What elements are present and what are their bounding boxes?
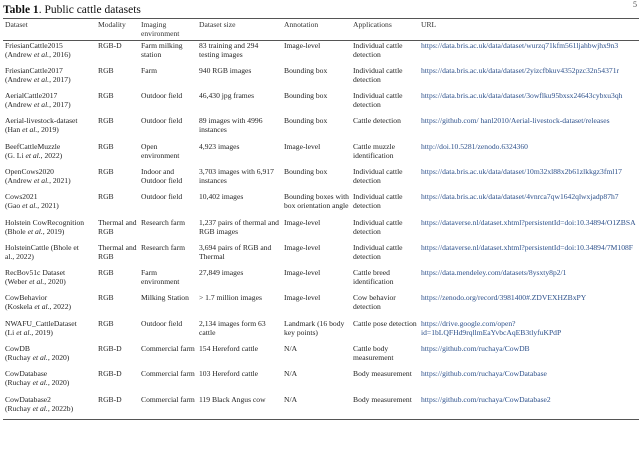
environment-value: Farm environment	[141, 268, 180, 287]
environment-value: Research farm	[141, 242, 186, 252]
modality-cell	[96, 116, 139, 141]
annotation-value: Image-level	[284, 268, 321, 278]
dataset-url-link[interactable]: https://dataverse.nl/dataset.xhtml?persistentId=doi:10.34894/7M108F	[421, 242, 634, 252]
header-applications: Applications	[353, 20, 392, 29]
dataset-url-link[interactable]: https://github.com/ruchaya/CowDatabase2	[421, 394, 551, 404]
size-cell	[197, 344, 282, 369]
url-cell[interactable]	[419, 167, 639, 192]
size-value: 46,430 jpg frames	[199, 91, 255, 101]
dataset-name: RecBov51c Dataset	[5, 268, 66, 278]
modality-cell	[96, 243, 139, 268]
modality-value: RGB	[98, 318, 114, 328]
table-row	[3, 192, 639, 217]
modality-value: RGB-D	[98, 344, 122, 354]
application-value: Cattle detection	[353, 116, 401, 126]
application-value: Individual cattle detection	[353, 91, 403, 110]
modality-cell	[96, 319, 139, 344]
modality-value: RGB	[98, 192, 114, 202]
dataset-name: NWAFU_CattleDataset	[5, 318, 77, 328]
environment-value: Research farm	[141, 217, 186, 227]
table-row	[3, 66, 639, 91]
size-value: 4,923 images	[199, 141, 240, 151]
table-row	[3, 218, 639, 243]
annotation-cell	[282, 395, 351, 420]
dataset-authors: (Weber et al., 2020)	[5, 277, 66, 287]
table-row	[3, 167, 639, 192]
dataset-name: OpenCows2020	[5, 166, 54, 176]
annotation-value: Image-level	[284, 293, 321, 303]
application-cell	[351, 268, 419, 293]
application-cell	[351, 369, 419, 394]
modality-value: RGB-D	[98, 394, 122, 404]
application-cell	[351, 167, 419, 192]
url-cell[interactable]	[419, 293, 639, 318]
application-value: Individual cattle detection	[353, 166, 403, 185]
annotation-value: N/A	[284, 344, 298, 354]
table-row	[3, 243, 639, 268]
size-cell	[197, 91, 282, 116]
modality-value: RGB	[98, 116, 114, 126]
size-cell	[197, 369, 282, 394]
application-value: Cattle muzzle identification	[353, 141, 395, 160]
application-cell	[351, 395, 419, 420]
size-cell	[197, 167, 282, 192]
modality-cell	[96, 293, 139, 318]
dataset-name: Holstein CowRecognition	[5, 217, 85, 227]
dataset-name: CowBehavior	[5, 293, 48, 303]
annotation-cell	[282, 268, 351, 293]
modality-value: RGB	[98, 268, 114, 278]
environment-cell	[139, 243, 197, 268]
url-cell[interactable]	[419, 268, 639, 293]
url-cell[interactable]	[419, 66, 639, 91]
dataset-authors: (Bhole et al., 2019)	[5, 226, 65, 236]
size-value: 103 Hereford cattle	[199, 369, 259, 379]
environment-cell	[139, 293, 197, 318]
table-row	[3, 319, 639, 344]
modality-value: Thermal and RGB	[98, 217, 137, 236]
annotation-value: Bounding box	[284, 116, 328, 126]
dataset-authors: (Andrew et al., 2017)	[5, 74, 71, 84]
environment-cell	[139, 91, 197, 116]
modality-value: RGB-D	[98, 41, 122, 50]
dataset-cell	[3, 116, 96, 141]
dataset-url-link[interactable]: https://github.com/ruchaya/CowDatabase	[421, 369, 547, 379]
table-row	[3, 91, 639, 116]
caption-text: . Public cattle datasets	[38, 4, 141, 16]
annotation-cell	[282, 293, 351, 318]
dataset-url-link[interactable]: https://data.bris.ac.uk/data/dataset/3owflku95bxsx24643cybxu3qh	[421, 91, 623, 101]
annotation-cell	[282, 192, 351, 217]
environment-cell	[139, 66, 197, 91]
dataset-name: Cows2021	[5, 192, 38, 202]
header-annotation: Annotation	[284, 20, 319, 29]
application-cell	[351, 319, 419, 344]
environment-value: Commercial farm	[141, 344, 195, 354]
dataset-url-link[interactable]: https://data.bris.ac.uk/data/dataset/2yizcfbkuv4352pzc32n54371r	[421, 65, 620, 75]
table-header-row	[3, 19, 639, 41]
dataset-url-link[interactable]: https://github.com/ hanl2010/Aerial-livestock-dataset/releases	[421, 116, 610, 126]
dataset-name: Aerial-livestock-dataset	[5, 116, 78, 126]
size-cell	[197, 41, 282, 66]
environment-cell	[139, 167, 197, 192]
header-dataset: Dataset	[5, 20, 28, 29]
application-value: Cattle breed identification	[353, 268, 394, 287]
dataset-url-link[interactable]: https://data.mendeley.com/datasets/8ysxty8p2/1	[421, 268, 567, 278]
annotation-cell	[282, 319, 351, 344]
size-cell	[197, 319, 282, 344]
dataset-cell	[3, 218, 96, 243]
application-cell	[351, 293, 419, 318]
dataset-cell	[3, 369, 96, 394]
dataset-cell	[3, 293, 96, 318]
size-cell	[197, 395, 282, 420]
application-value: Cattle pose detection	[353, 318, 417, 328]
dataset-authors: (Ruchay et al., 2020)	[5, 378, 70, 388]
header-environment: Imaging environment	[141, 20, 180, 38]
dataset-name: FriesianCattle2017	[5, 65, 63, 75]
annotation-value: Image-level	[284, 141, 321, 151]
dataset-url-link[interactable]: https://data.bris.ac.uk/data/dataset/4vnrca7qw1642qlwxjadp87h7	[421, 192, 619, 202]
annotation-value: N/A	[284, 394, 298, 404]
url-cell[interactable]	[419, 192, 639, 217]
annotation-value: Bounding box	[284, 91, 328, 101]
table-caption	[3, 4, 141, 16]
table-row	[3, 369, 639, 394]
dataset-cell	[3, 192, 96, 217]
url-cell[interactable]	[419, 116, 639, 141]
dataset-authors: (Gao et al., 2021)	[5, 201, 59, 211]
url-cell[interactable]	[419, 395, 639, 420]
annotation-cell	[282, 218, 351, 243]
url-cell[interactable]	[419, 41, 639, 66]
dataset-name: CowDatabase2	[5, 394, 51, 404]
environment-value: Milking Station	[141, 293, 189, 303]
modality-cell	[96, 218, 139, 243]
modality-cell	[96, 395, 139, 420]
dataset-url-link[interactable]: https://data.bris.ac.uk/data/dataset/10m32xl88x2b61zlkkgz3fml17	[421, 166, 622, 176]
environment-cell	[139, 268, 197, 293]
url-cell[interactable]	[419, 369, 639, 394]
application-value: Individual cattle detection	[353, 192, 403, 211]
environment-cell	[139, 319, 197, 344]
annotation-value: Image-level	[284, 41, 321, 50]
size-cell	[197, 192, 282, 217]
dataset-url-link[interactable]: https://zenodo.org/record/3981400#.ZDVEXHZBxPY	[421, 293, 587, 303]
environment-value: Outdoor field	[141, 192, 183, 202]
application-value: Body measurement	[353, 369, 412, 379]
size-cell	[197, 293, 282, 318]
dataset-cell	[3, 41, 96, 66]
header-size: Dataset size	[199, 20, 236, 29]
modality-value: RGB	[98, 293, 114, 303]
environment-value: Open environment	[141, 141, 180, 160]
table-row	[3, 395, 639, 420]
annotation-cell	[282, 369, 351, 394]
dataset-url-link[interactable]: https://data.bris.ac.uk/data/dataset/wurzq71kfm561ljahbwjhx9n3	[421, 41, 619, 50]
environment-value: Outdoor field	[141, 91, 183, 101]
dataset-url-link[interactable]: https://dataverse.nl/dataset.xhtml?persistentId=doi:10.34894/O1ZBSA	[421, 217, 636, 227]
annotation-value: Image-level	[284, 242, 321, 252]
url-cell[interactable]	[419, 91, 639, 116]
table-row	[3, 344, 639, 369]
size-cell	[197, 268, 282, 293]
size-value: 2,134 images form 63 cattle	[199, 318, 266, 337]
table-row	[3, 268, 639, 293]
header-modality: Modality	[98, 20, 126, 29]
size-value: 83 training and 294 testing images	[199, 41, 259, 59]
dataset-cell	[3, 243, 96, 268]
environment-cell	[139, 344, 197, 369]
dataset-authors: (Han et al., 2019)	[5, 125, 59, 135]
size-value: 89 images with 4996 instances	[199, 116, 263, 135]
table-row	[3, 293, 639, 318]
dataset-url-link[interactable]: https://github.com/ruchaya/CowDB	[421, 344, 530, 354]
url-cell[interactable]	[419, 243, 639, 268]
dataset-name: AerialCattle2017	[5, 91, 58, 101]
caption-label: Table 1	[3, 4, 39, 16]
dataset-authors: al., 2022)	[5, 251, 34, 261]
application-value: Individual cattle detection	[353, 217, 403, 236]
dataset-name: CowDB	[5, 344, 30, 354]
size-cell	[197, 116, 282, 141]
annotation-cell	[282, 167, 351, 192]
dataset-authors: (Ruchay et al., 2020)	[5, 353, 70, 363]
environment-cell	[139, 41, 197, 66]
environment-cell	[139, 395, 197, 420]
modality-value: RGB	[98, 141, 114, 151]
dataset-authors: (Andrew et al., 2021)	[5, 175, 71, 185]
url-cell[interactable]	[419, 218, 639, 243]
dataset-cell	[3, 268, 96, 293]
environment-value: Farm	[141, 65, 158, 75]
dataset-cell	[3, 344, 96, 369]
application-value: Cow behavior detection	[353, 293, 396, 312]
environment-value: Outdoor field	[141, 318, 183, 328]
modality-value: RGB-D	[98, 369, 122, 379]
url-cell[interactable]	[419, 142, 639, 167]
dataset-cell	[3, 319, 96, 344]
annotation-cell	[282, 344, 351, 369]
dataset-name: FriesianCattle2015	[5, 41, 63, 50]
application-cell	[351, 243, 419, 268]
annotation-cell	[282, 91, 351, 116]
annotation-value: N/A	[284, 369, 298, 379]
application-cell	[351, 218, 419, 243]
dataset-cell	[3, 142, 96, 167]
table-row	[3, 41, 639, 66]
modality-cell	[96, 344, 139, 369]
annotation-cell	[282, 142, 351, 167]
annotation-cell	[282, 66, 351, 91]
annotation-value: Bounding boxes with box orientation angle	[284, 192, 349, 211]
dataset-url-link[interactable]: http://doi.10.5281/zenodo.6324360	[421, 141, 528, 151]
environment-cell	[139, 116, 197, 141]
modality-cell	[96, 369, 139, 394]
size-value: 119 Black Angus cow	[199, 394, 266, 404]
table-body	[3, 41, 639, 420]
dataset-cell	[3, 91, 96, 116]
annotation-value: Landmark (16 body key points)	[284, 318, 345, 337]
annotation-value: Image-level	[284, 217, 321, 227]
modality-cell	[96, 41, 139, 66]
modality-cell	[96, 66, 139, 91]
annotation-value: Bounding box	[284, 166, 328, 176]
application-cell	[351, 116, 419, 141]
size-value: > 1.7 million images	[199, 293, 262, 303]
modality-value: RGB	[98, 166, 114, 176]
environment-value: Outdoor field	[141, 116, 183, 126]
environment-cell	[139, 218, 197, 243]
modality-cell	[96, 142, 139, 167]
environment-cell	[139, 192, 197, 217]
size-cell	[197, 243, 282, 268]
dataset-authors: (Ruchay et al., 2022b)	[5, 403, 74, 413]
table-row	[3, 142, 639, 167]
application-value: Individual cattle detection	[353, 242, 403, 261]
application-cell	[351, 66, 419, 91]
size-cell	[197, 218, 282, 243]
url-cell[interactable]	[419, 344, 639, 369]
environment-value: Commercial farm	[141, 369, 195, 379]
dataset-authors: (Andrew et al., 2016)	[5, 50, 71, 59]
modality-value: Thermal and RGB	[98, 242, 137, 261]
application-value: Individual cattle detection	[353, 41, 403, 59]
dataset-name: CowDatabase	[5, 369, 48, 379]
application-cell	[351, 41, 419, 66]
environment-value: Indoor and Outdoor field	[141, 166, 183, 185]
dataset-authors: (Koskela et al., 2022)	[5, 302, 72, 312]
annotation-cell	[282, 116, 351, 141]
dataset-cell	[3, 395, 96, 420]
dataset-authors: (G. Li et al., 2022)	[5, 150, 63, 160]
modality-cell	[96, 268, 139, 293]
url-cell[interactable]	[419, 319, 639, 344]
page-number: 5	[633, 0, 637, 9]
header-url: URL	[421, 20, 437, 29]
modality-cell	[96, 91, 139, 116]
modality-value: RGB	[98, 91, 114, 101]
size-value: 3,694 pairs of RGB and Thermal	[199, 242, 272, 261]
application-value: Body measurement	[353, 394, 412, 404]
application-value: Individual cattle detection	[353, 65, 403, 84]
table-row	[3, 116, 639, 141]
size-value: 3,703 images with 6,917 instances	[199, 166, 274, 185]
annotation-cell	[282, 41, 351, 66]
size-value: 940 RGB images	[199, 65, 252, 75]
size-cell	[197, 66, 282, 91]
size-cell	[197, 142, 282, 167]
dataset-cell	[3, 167, 96, 192]
modality-cell	[96, 192, 139, 217]
size-value: 1,237 pairs of thermal and RGB images	[199, 217, 279, 236]
dataset-cell	[3, 66, 96, 91]
annotation-value: Bounding box	[284, 65, 328, 75]
size-value: 10,402 images	[199, 192, 244, 202]
dataset-name: BeefCattleMuzzle	[5, 141, 61, 151]
dataset-authors: (Andrew et al., 2017)	[5, 100, 71, 110]
dataset-name: HolsteinCattle (Bhole et	[5, 242, 79, 252]
environment-cell	[139, 142, 197, 167]
environment-cell	[139, 369, 197, 394]
size-value: 154 Hereford cattle	[199, 344, 259, 354]
application-cell	[351, 91, 419, 116]
dataset-authors: (Li et al., 2019)	[5, 327, 53, 337]
application-cell	[351, 344, 419, 369]
modality-value: RGB	[98, 65, 114, 75]
size-value: 27,849 images	[199, 268, 244, 278]
environment-value: Farm milking station	[141, 41, 183, 59]
environment-value: Commercial farm	[141, 394, 195, 404]
cattle-datasets-table	[3, 18, 639, 420]
application-value: Cattle body measurement	[353, 344, 394, 363]
modality-cell	[96, 167, 139, 192]
dataset-url-link[interactable]: https://drive.google.com/open?id=1bLQFHd9rqllmEaYvbcAqEB3tlyfuKPdP	[421, 318, 562, 337]
application-cell	[351, 192, 419, 217]
annotation-cell	[282, 243, 351, 268]
application-cell	[351, 142, 419, 167]
